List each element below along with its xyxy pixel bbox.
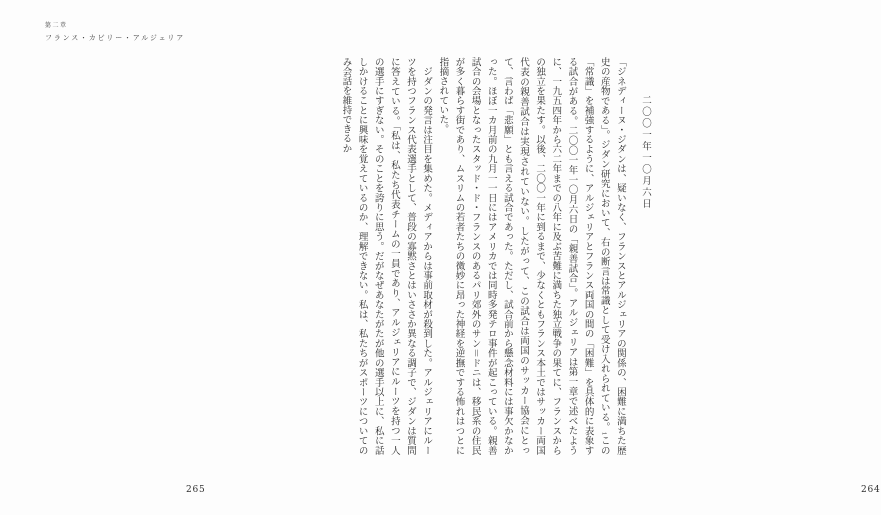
chapter-number-label: 第二章 [45,22,68,29]
chapter-title: フランス・カビリー・アルジェリア [45,34,185,42]
endnote-marker: 1 [600,431,607,436]
right-page-paragraphs [337,57,628,455]
paragraph-text: 「ジネディーヌ・ジダンは、疑いなく、フランスとアルジェリアの関係の、困難に満ちた歴史の産物である」。ジダン研究において、右の断言は常識として受け入れられている。 [598,57,626,455]
right-page-text [337,57,653,455]
page-number-left: 265 [186,485,206,495]
paragraph [337,57,434,455]
page-left [0,0,350,515]
page-number-right: 264 [861,485,881,495]
page-right [340,0,881,515]
paragraph [434,57,628,455]
paragraph-text: ジダンの発言は注目を集めた。メディアからは事前取材が殺到した。アルジェリアにルーツを持つフランス代表選手として、普段の寡黙さとはいささか異なる調子で、ジダンは質問に答えている。「私は、私たち代表チームの一員であり、アルジェリアにルーツを持つ一人の選手にすぎない。そのことを誇りに思う。だがなぜあなたがたが他の選手以上に、私に話しかけることに興味を覚えているのか、理解できない。私は、私たちがスポーツについてのみ会話を維持できるか [340,57,433,455]
paragraph-text: この「常識」を補強するように、アルジェリアとフランス両国の間の「困難」を具体的に表象する試合がある。二〇〇一年一〇月六日の「親善試合」。アルジェリアは第一章で述べたように、一九五四年から六二年までの八年に及ぶ苦難に満ちた独立戦争の果てに、フランスからの独立を果たす。以後、二〇〇一年に到るまで、少なくともフランス本土ではサッカー両国代表の親善試合は実現されていない。したがって、この試合は両国のサッカー協会にとって、言わば「悲願」とも言える試合であった。ただし、試合前から懸念材料には事欠かなかった。ほぼ一カ月前の九月一一日にはアメリカでは同時多発テロ事件が起こっている。親善試合の会場となったスタッド・ド・フランスのあるパリ郊外のサン＝ドニは、移民系の住民が多く暮らす街であり、ムスリムの若者たちの微妙に昂った神経を逆撫でする怖れはつとに指摘されていた。 [437,57,610,456]
section-date-heading: 二〇〇一年一〇月六日 [640,95,651,210]
running-header [45,20,185,43]
